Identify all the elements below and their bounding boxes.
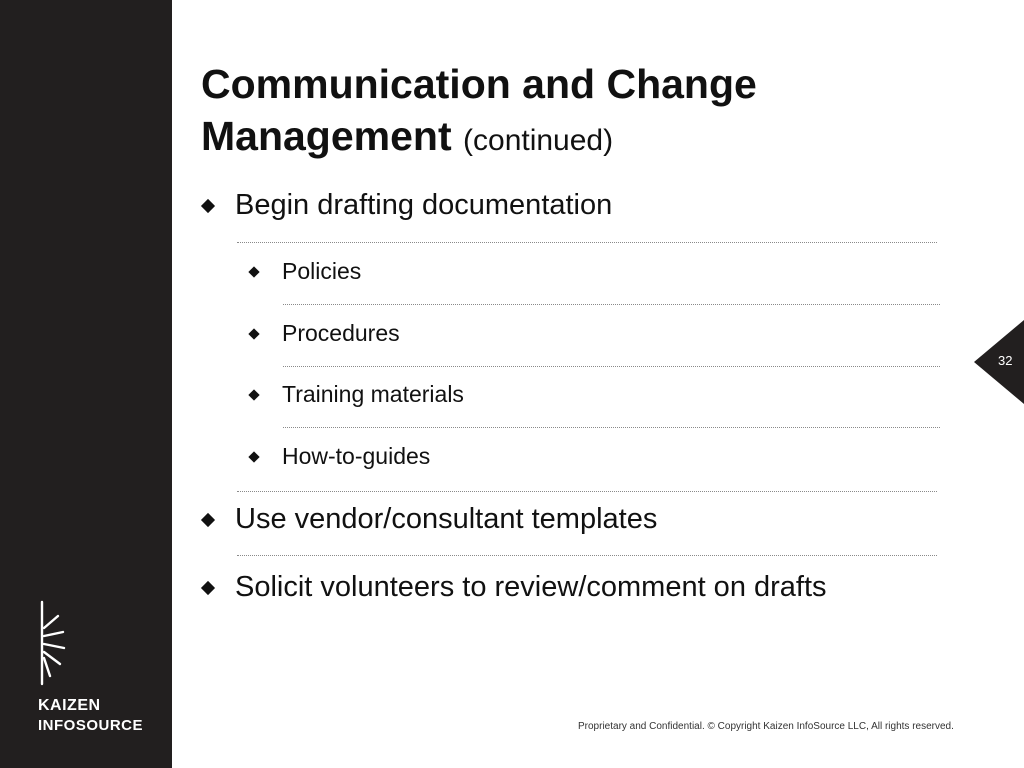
divider bbox=[283, 427, 940, 428]
list-item-text: Use vendor/consultant templates bbox=[235, 503, 658, 535]
logo-text-line1: KAIZEN bbox=[38, 697, 101, 714]
page-number: 32 bbox=[998, 353, 1013, 368]
slide-title-main: Communication and Change Management bbox=[201, 61, 757, 159]
bullet-diamond-icon bbox=[201, 198, 215, 212]
list-item-text: Procedures bbox=[282, 320, 400, 346]
list-item bbox=[250, 381, 464, 408]
divider bbox=[283, 304, 940, 305]
divider bbox=[237, 242, 937, 243]
list-item bbox=[203, 503, 657, 536]
list-item-text: Policies bbox=[282, 258, 362, 284]
divider bbox=[237, 491, 937, 492]
bullet-diamond-icon bbox=[248, 266, 259, 277]
bullet-diamond-icon bbox=[201, 580, 215, 594]
slide-title-suffix: (continued) bbox=[463, 124, 614, 157]
list-item-text: How-to-guides bbox=[282, 443, 431, 469]
page-number-tab bbox=[974, 320, 1024, 404]
bullet-diamond-icon bbox=[248, 328, 259, 339]
list-item bbox=[250, 443, 430, 470]
list-item bbox=[250, 320, 400, 347]
bullet-diamond-icon bbox=[248, 389, 259, 400]
list-item bbox=[203, 571, 827, 604]
list-item-text: Solicit volunteers to review/comment on drafts bbox=[235, 571, 827, 603]
list-item-text: Training materials bbox=[282, 381, 464, 407]
list-item bbox=[250, 258, 361, 285]
footer-copyright: Proprietary and Confidential. © Copyright Kaizen InfoSource LLC, All rights reserved. bbox=[578, 721, 954, 732]
divider bbox=[283, 366, 940, 367]
divider bbox=[237, 555, 937, 556]
list-item bbox=[203, 189, 612, 222]
list-item-text: Begin drafting documentation bbox=[235, 189, 613, 221]
bullet-diamond-icon bbox=[248, 451, 259, 462]
logo-text-line2: INFOSOURCE bbox=[38, 717, 144, 734]
bullet-diamond-icon bbox=[201, 512, 215, 526]
